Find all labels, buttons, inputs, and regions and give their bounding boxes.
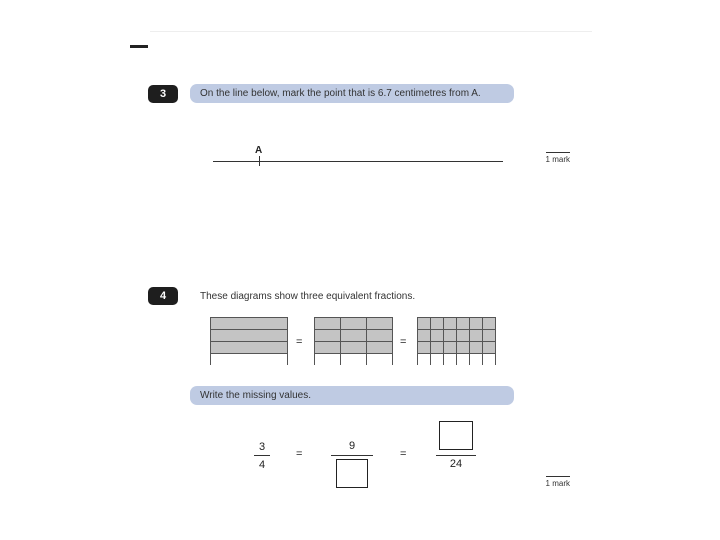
- unshaded-cell: [431, 354, 444, 366]
- shaded-cell: [457, 318, 470, 330]
- fraction-1-bar: [254, 455, 270, 456]
- shaded-cell: [211, 318, 288, 330]
- shaded-cell: [418, 318, 431, 330]
- shaded-cell: [367, 330, 393, 342]
- fraction-1-denominator: 4: [258, 459, 266, 471]
- shaded-cell: [315, 318, 341, 330]
- point-a-label: A: [255, 145, 263, 156]
- shaded-cell: [341, 342, 367, 354]
- shaded-cell: [431, 318, 444, 330]
- question-4-marks: [544, 476, 570, 488]
- unshaded-cell: [211, 354, 288, 366]
- shaded-cell: [470, 330, 483, 342]
- unshaded-cell: [367, 354, 393, 366]
- shaded-cell: [444, 330, 457, 342]
- fraction-diagram-twentyfourths: [417, 317, 496, 365]
- missing-numerator-box[interactable]: [439, 421, 473, 450]
- shaded-cell: [483, 330, 496, 342]
- shaded-cell: [418, 330, 431, 342]
- question-4-instruction: Write the missing values.: [190, 386, 514, 405]
- unshaded-cell: [470, 354, 483, 366]
- shaded-cell: [211, 330, 288, 342]
- shaded-cell: [211, 342, 288, 354]
- question-3-marks-text: 1 mark: [545, 155, 570, 164]
- shaded-cell: [457, 330, 470, 342]
- fraction-2-bar: [331, 455, 373, 456]
- shaded-cell: [431, 342, 444, 354]
- shaded-cell: [367, 342, 393, 354]
- fraction-3-denominator: 24: [449, 458, 463, 470]
- point-a-tick: [259, 156, 260, 166]
- missing-denominator-box[interactable]: [336, 459, 368, 488]
- shaded-cell: [444, 318, 457, 330]
- diagram-equals-1: =: [296, 336, 303, 348]
- unshaded-cell: [444, 354, 457, 366]
- question-3-number: 3: [148, 85, 178, 103]
- shaded-cell: [341, 318, 367, 330]
- shaded-cell: [315, 342, 341, 354]
- shaded-cell: [418, 342, 431, 354]
- question-4-intro: These diagrams show three equivalent fractions.: [200, 291, 416, 302]
- unshaded-cell: [341, 354, 367, 366]
- fraction-2-numerator: 9: [348, 440, 356, 452]
- fraction-diagram-quarters: [210, 317, 288, 365]
- shaded-cell: [315, 330, 341, 342]
- page-top-rule: [150, 31, 592, 32]
- shaded-cell: [483, 318, 496, 330]
- question-4-marks-text: 1 mark: [545, 479, 570, 488]
- question-4-number: 4: [148, 287, 178, 305]
- question-3-instruction: On the line below, mark the point that is 6.7 centimetres from A.: [190, 84, 514, 103]
- fraction-3-bar: [436, 455, 476, 456]
- shaded-cell: [483, 342, 496, 354]
- shaded-cell: [367, 318, 393, 330]
- shaded-cell: [470, 318, 483, 330]
- unshaded-cell: [483, 354, 496, 366]
- fraction-equals-1: =: [296, 448, 303, 460]
- fraction-diagram-twelfths: [314, 317, 393, 365]
- shaded-cell: [470, 342, 483, 354]
- fraction-1-numerator: 3: [258, 441, 266, 453]
- fraction-equals-2: =: [400, 448, 407, 460]
- question-3-marks: [544, 152, 570, 164]
- unshaded-cell: [315, 354, 341, 366]
- page-corner-dash: [130, 45, 148, 48]
- shaded-cell: [431, 330, 444, 342]
- diagram-equals-2: =: [400, 336, 407, 348]
- shaded-cell: [457, 342, 470, 354]
- unshaded-cell: [457, 354, 470, 366]
- measuring-line[interactable]: [213, 161, 503, 162]
- shaded-cell: [341, 330, 367, 342]
- unshaded-cell: [418, 354, 431, 366]
- shaded-cell: [444, 342, 457, 354]
